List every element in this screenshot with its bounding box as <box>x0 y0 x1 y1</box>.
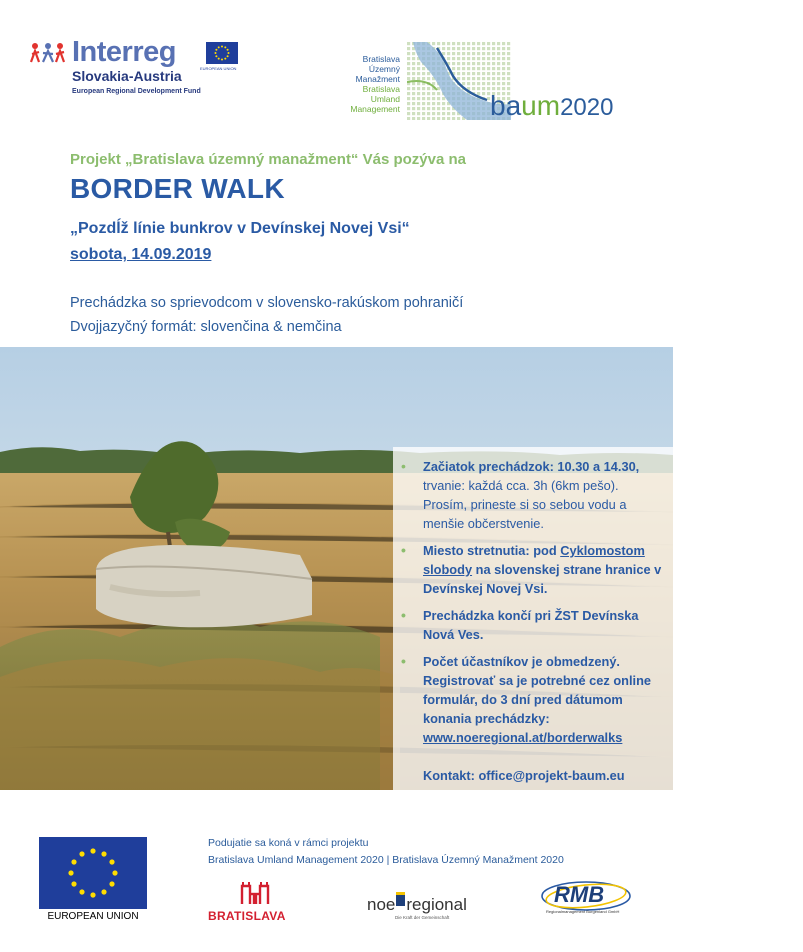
registration-link[interactable]: www.noeregional.at/borderwalks <box>423 730 623 745</box>
meeting-after: na slovenskej strane hranice v Devínskej Novej Vsi. <box>423 562 662 596</box>
baum-de-line-3: Management <box>350 104 400 114</box>
interreg-logo <box>30 36 240 100</box>
event-date: sobota, 14.09.2019 <box>70 246 212 263</box>
info-item-meeting <box>393 541 673 598</box>
rmb-wordmark: RMB <box>554 882 605 907</box>
info-panel <box>393 447 673 790</box>
start-details: trvanie: každá cca. 3h (6km pešo). Prosím, prineste si so sebou vodu a menšie občerstvenie. <box>423 478 627 531</box>
cyklomost-link[interactable]: Cyklomostom slobody <box>423 543 645 577</box>
baum2020-logo <box>345 42 645 126</box>
event-title: BORDER WALK <box>70 173 285 204</box>
interreg-brand: Interreg <box>72 36 176 68</box>
eu-flag-small <box>206 42 238 64</box>
castle-icon <box>240 880 270 906</box>
eu-label: EUROPEAN UNION <box>47 911 139 922</box>
rmb-tagline: Regionalmanagement Burgenland GmbH <box>546 909 620 914</box>
contact-text: Kontakt: office@projekt-baum.eu <box>423 768 625 783</box>
event-description-1: Prechádzka so sprievodcom v slovensko-rakúskom pohraničí <box>70 295 464 311</box>
baum-sk-line-1: Bratislava <box>362 54 400 64</box>
baum-wordmark-ba: ba <box>490 90 522 121</box>
capacity-text: Počet účastníkov je obmedzený. Registrovať sa je potrebné cez online formulár, do 3 dní pred dátumom konania prechádzky: <box>423 654 652 726</box>
start-time: Začiatok prechádzok: 10.30 a 14.30, <box>423 459 640 474</box>
bratislava-logo <box>208 880 308 925</box>
baum-text-block <box>345 54 400 114</box>
event-subtitle: „Pozdĺž línie bunkrov v Devínskej Novej Vsi“ <box>70 220 410 237</box>
eu-stars-icon <box>206 42 238 64</box>
noe-word: noe <box>367 895 396 914</box>
regional-word: regional <box>406 895 467 914</box>
noe-square-icon <box>396 892 405 906</box>
support-line-2: Bratislava Umland Management 2020 | Bratislava Územný Manažment 2020 <box>208 854 564 866</box>
noeregional-logo <box>367 888 497 926</box>
intro-text: Projekt „Bratislava územný manažment“ Vás pozýva na <box>70 151 466 168</box>
interreg-program: Slovakia-Austria <box>72 68 182 84</box>
baum-wordmark-year: 2020 <box>560 94 614 121</box>
eu-flag <box>39 837 147 909</box>
eu-flag-caption: EUROPEAN UNION <box>200 66 237 71</box>
event-description-2: Dvojjazyčný formát: slovenčina & nemčina <box>70 319 342 335</box>
rmb-logo <box>540 878 632 918</box>
info-item-start <box>393 457 673 533</box>
baum-de-line-2: Umland <box>370 94 400 104</box>
info-item-registration <box>393 652 673 785</box>
meeting-before: Miesto stretnutia: pod <box>423 543 557 558</box>
baum-wordmark <box>490 90 613 122</box>
baum-sk-line-2: Územný <box>368 64 400 74</box>
baum-sk-line-3: Manažment <box>355 74 400 84</box>
people-icon <box>30 42 66 64</box>
noe-tagline: Die Kraft der Gemeinschaft <box>395 915 450 920</box>
info-item-end: • Prechádzka končí pri ŽST Devínska Nová Ves. <box>393 606 673 644</box>
interreg-fund: European Regional Development Fund <box>72 88 201 95</box>
baum-de-line-1: Bratislava <box>362 84 400 94</box>
bratislava-wordmark: BRATISLAVA <box>208 909 286 923</box>
support-line-1: Podujatie sa koná v rámci projektu <box>208 837 369 849</box>
baum-wordmark-um: um <box>521 90 561 121</box>
noeregional-wordmark <box>367 892 467 915</box>
eu-stars-icon <box>39 837 147 909</box>
info-list <box>393 447 673 785</box>
